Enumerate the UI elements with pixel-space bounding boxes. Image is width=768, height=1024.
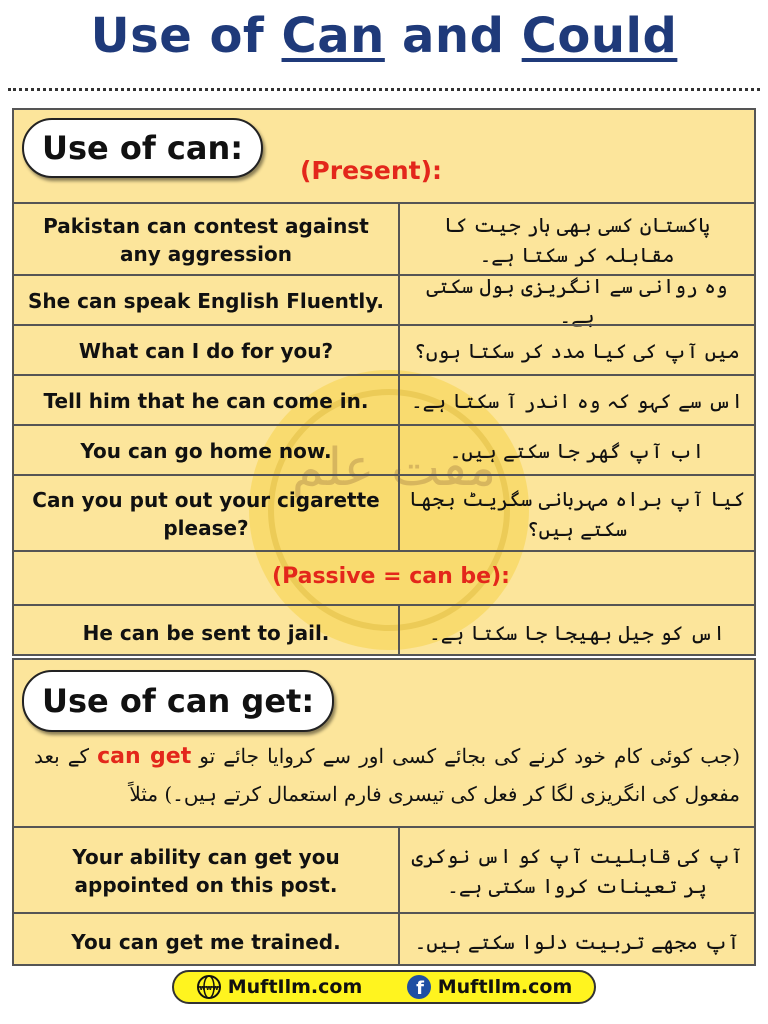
footer-bar	[172, 970, 596, 1004]
english-sentence: Can you put out your cigarette please?	[32, 488, 380, 540]
website-label: MuftIlm.com	[227, 976, 363, 998]
facebook-glyph: f	[415, 978, 424, 999]
note-text: کے بعد مفعول کی انگریزی لگا کر فعل کی تیسری فارم استعمال کرتے ہیں۔) مثلاً	[34, 744, 740, 806]
table-row	[14, 826, 754, 914]
urdu-translation: آپ کی قابلیت آپ کو اس نوکری پر تعینات کروا سکتی ہے۔	[411, 844, 743, 898]
urdu-translation: میں آپ کی کیا مدد کر سکتا ہوں؟	[414, 339, 740, 363]
urdu-translation: کیا آپ براہ مہربانی سگریٹ بجھا سکتے ہیں؟	[408, 487, 746, 541]
english-sentence: She can speak English Fluently.	[27, 289, 385, 313]
urdu-translation: آپ مجھے تربیت دلوا سکتے ہیں۔	[414, 930, 740, 954]
english-sentence: Tell him that he can come in.	[43, 389, 369, 413]
english-sentence: Pakistan can contest against any aggression	[43, 214, 369, 266]
table-row	[14, 474, 754, 552]
title-part: and	[384, 8, 522, 64]
note-text: (جب کوئی کام خود کرنے کی بجائے کسی اور سے کروایا جائے تو	[191, 744, 740, 768]
title-could: Could	[521, 8, 678, 64]
explanation-note	[34, 738, 740, 812]
english-sentence: You can get me trained.	[71, 930, 341, 954]
website-link[interactable]	[196, 974, 363, 1000]
english-sentence: You can go home now.	[80, 439, 332, 463]
globe-icon	[196, 974, 222, 1000]
urdu-translation: اس سے کہو کہ وہ اندر آ سکتا ہے۔	[410, 389, 744, 413]
section-heading-can-get: Use of can get:	[22, 670, 334, 732]
urdu-translation: اب آپ گھر جا سکتے ہیں۔	[449, 439, 705, 463]
table-row	[14, 604, 754, 656]
urdu-translation: وہ روانی سے انگریزی بول سکتی ہے۔	[426, 274, 728, 328]
www-label: www	[199, 984, 219, 992]
can-panel	[12, 108, 756, 656]
section-heading-can: Use of can:	[22, 118, 263, 178]
table-row	[14, 324, 754, 376]
table-row	[14, 374, 754, 426]
facebook-link[interactable]	[406, 974, 573, 1000]
title-can: Can	[281, 8, 385, 64]
page-title	[0, 8, 768, 64]
facebook-label: MuftIlm.com	[437, 976, 573, 998]
present-label: (Present):	[300, 156, 443, 185]
table-row	[14, 274, 754, 326]
watermark-text: مفت علم	[291, 438, 497, 498]
english-sentence: What can I do for you?	[78, 339, 334, 363]
note-keyword: can get	[97, 744, 192, 769]
table-row	[14, 202, 754, 276]
table-row	[14, 424, 754, 476]
english-sentence: Your ability can get you appointed on this post.	[72, 845, 340, 897]
facebook-icon	[406, 974, 432, 1000]
title-part: Use of	[90, 8, 282, 64]
english-sentence: He can be sent to jail.	[82, 621, 330, 645]
passive-row	[14, 550, 754, 606]
can-get-panel	[12, 658, 756, 966]
table-row	[14, 912, 754, 966]
urdu-translation: اس کو جیل بھیجا جا سکتا ہے۔	[429, 621, 725, 645]
urdu-translation: پاکستان کسی بھی ہار جیت کا مقابلہ کر سکتا ہے۔	[443, 213, 711, 267]
dotted-divider	[8, 88, 760, 91]
passive-label: (Passive = can be):	[272, 564, 510, 589]
